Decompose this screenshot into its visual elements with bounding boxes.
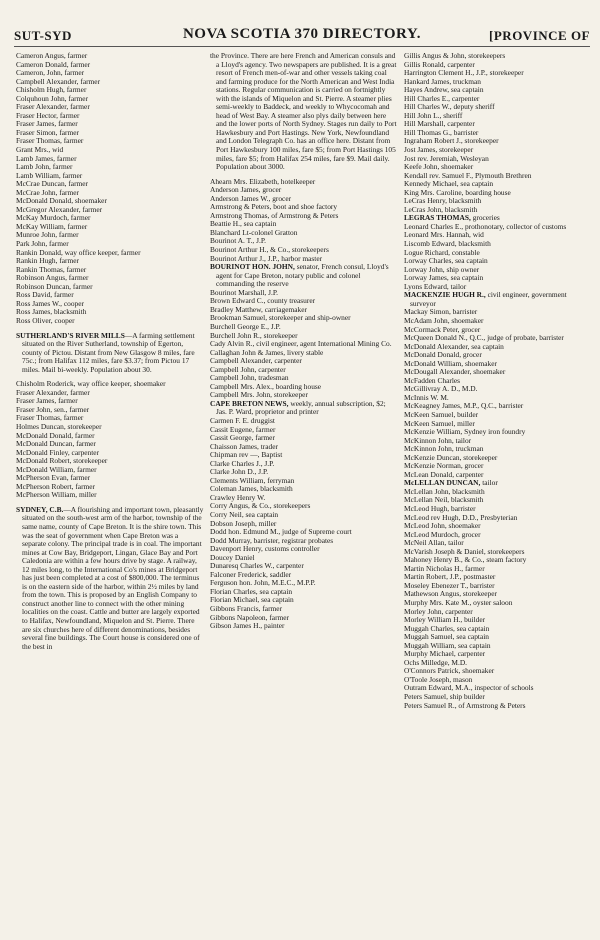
column-2 <box>210 52 398 631</box>
directory-entry: Peters Samuel, ship builder <box>404 693 485 702</box>
directory-entry: O'Connors Patrick, shoemaker <box>404 667 495 676</box>
directory-entry: the Province. There are here French and American consuls and a Lloyd's agency. Two newspapers are published. It is a great resort of French men-of-war and other vessels taking coal and farming produce for the North American and West India stations. Regular communication is carried on fortnightly with the islands of Miquelon and St. Pierre. A steamer plies semi-weekly to Baddeck, and weekly to Whycocomah and head of West Bay. A steamer also plys daily between here and the lower ports of North Sydney. Stages run daily to Port Hawkesbury and Port Hastings. New York, Newfoundland and London Telegraph Co. has an office here. Distant from Port Hawkesbury 100 miles, fare $5; from Port Hastings 105 miles, fare $5; from Halifax 254 miles, fare $9. Mail daily. Population about 3000. <box>210 52 397 172</box>
directory-entry: Dobson Joseph, miller <box>210 519 277 528</box>
directory-entry: Davenport Henry, customs controller <box>210 545 320 554</box>
directory-entry: Lorway James, sea captain <box>404 274 484 283</box>
directory-entry: Muggah William, sea captain <box>404 641 491 650</box>
directory-entry: Burchell George E., J.P. <box>210 322 281 331</box>
directory-entry: Brookman Samuel, storekeeper and ship-owner <box>210 314 351 323</box>
directory-entry: Robinson Duncan, farmer <box>16 282 93 291</box>
directory-entry: McPherson William, miller <box>16 491 97 500</box>
directory-entry: Gibbons Napoleon, farmer <box>210 613 290 622</box>
directory-entry: Callaghan John & James, livery stable <box>210 348 324 357</box>
directory-entry: Mackay Simon, barrister <box>404 308 478 317</box>
directory-entry: Campbell John, carpenter <box>210 365 286 374</box>
directory-entry: King Mrs. Caroline, boarding house <box>404 188 511 197</box>
directory-entry: McDonald Donald, grocer <box>404 351 482 360</box>
directory-entry: McKay Murdoch, farmer <box>16 214 91 223</box>
directory-entry: McAdam John, shoemaker <box>404 316 484 325</box>
directory-entry: Armstrong & Peters, boot and shoe factory <box>210 203 338 212</box>
entry-heading: SUTHERLAND'S RIVER MILLS <box>16 331 125 340</box>
directory-entry: SUTHERLAND'S RIVER MILLS—A farming settlement situated on the River Sutherland, township of Egerton, county of Pictou. Distant from New Glasgow 8 miles, fare 75c.; from Halifax 112 miles, fare $3.37; from Pictou 17 miles. Mail bi-weekly. Population about 30. <box>16 331 195 374</box>
directory-entry: LeCras John, blacksmith <box>404 205 478 214</box>
directory-entry: O'Toole Joseph, mason <box>404 675 473 684</box>
entry-heading: MACKENZIE HUGH R., <box>404 291 486 300</box>
directory-entry: Hill Marshall, carpenter <box>404 120 475 129</box>
directory-entry: McFadden Charles <box>404 376 461 385</box>
directory-entry: Campbell Alexander, farmer <box>16 77 101 86</box>
directory-entry: McDonald Robert, storekeeper <box>16 457 108 466</box>
header-province: [PROVINCE OF <box>489 28 590 43</box>
directory-entry: Cameron, John, farmer <box>16 69 85 78</box>
directory-entry: Fraser Simon, farmer <box>16 128 80 137</box>
directory-entry: Moseley Ebenezer T., barrister <box>404 581 495 590</box>
directory-entry: Fraser Alexander, farmer <box>16 103 90 112</box>
directory-entry: Anderson James, grocer <box>210 186 282 195</box>
directory-entry: Ross David, farmer <box>16 291 74 300</box>
entry-heading: McLELLAN DUNCAN, <box>404 479 481 488</box>
directory-entry: Leonard Mrs. Hannah, wid <box>404 231 484 240</box>
directory-entry: Gibbons Francis, farmer <box>210 605 283 613</box>
directory-entry: McPherson Evan, farmer <box>16 474 91 483</box>
directory-entry: Murphy Michael, carpenter <box>404 650 486 659</box>
directory-entry: Hill John L., sheriff <box>404 111 463 120</box>
directory-entry: Jost James, storekeeper <box>404 146 474 155</box>
directory-entry: McLeod John, shoemaker <box>404 522 481 531</box>
directory-entry: Coleman James, blacksmith <box>210 485 293 494</box>
directory-entry: Ferguson hon. John, M.E.C., M.P.P. <box>210 579 316 588</box>
directory-entry: Rankin Thomas, farmer <box>16 265 87 274</box>
directory-entry: Cassit Eugene, farmer <box>210 425 276 434</box>
directory-entry: McDonald William, farmer <box>16 465 97 474</box>
directory-entry: Outram Edward, M.A., inspector of schools <box>404 684 534 693</box>
directory-entry: Bourinot Arthur H., & Co., storekeepers <box>210 246 329 255</box>
directory-entry: Hill Thomas G., barrister <box>404 128 479 137</box>
directory-entry: Colquhoun John, farmer <box>16 94 89 103</box>
directory-entry: Cameron Donald, farmer <box>16 60 91 69</box>
directory-entry: Bourinot Arthur J., J.P., harbor master <box>210 254 323 263</box>
directory-entry: Jost rev. Jeremiah, Wesleyan <box>404 154 489 163</box>
directory-entry: Robinson Angus, farmer <box>16 274 89 283</box>
directory-entry: Fraser Thomas, farmer <box>16 414 84 423</box>
directory-entry: McInnis W. M. <box>404 393 449 402</box>
directory-entry: Grant Mrs., wid <box>16 146 64 155</box>
entry-heading: SYDNEY, C.B. <box>16 505 64 514</box>
entry-heading: BOURINOT HON. JOHN, <box>210 263 295 272</box>
directory-entry: Keefe John, shoemaker <box>404 163 474 172</box>
directory-entry: McNeil Allan, tailor <box>404 539 464 548</box>
directory-entry: Rankin Hugh, farmer <box>16 257 80 266</box>
directory-entry: McPherson Robert, farmer <box>16 482 96 491</box>
directory-entry: Mathewson Angus, storekeeper <box>404 590 497 599</box>
directory-entry: McGregor Alexander, farmer <box>16 205 103 214</box>
directory-entry: Lamb John, farmer <box>16 163 73 172</box>
directory-entry: Hayes Andrew, sea captain <box>404 86 484 95</box>
directory-entry: Gillis Angus & John, storekeepers <box>404 52 506 60</box>
directory-entry: Morley William H., builder <box>404 616 486 625</box>
directory-entry: McKenzie Duncan, storekeeper <box>404 453 498 462</box>
directory-entry: McDonald Finley, carpenter <box>16 448 100 457</box>
directory-entry: Ross James W., cooper <box>16 299 84 308</box>
directory-entry: Carmen F. E. druggist <box>210 416 275 425</box>
directory-entry: Muggah Samuel, sea captain <box>404 633 489 642</box>
directory-entry: Lorway John, ship owner <box>404 265 480 274</box>
directory-entry: McKinnon John, tailor <box>404 436 472 445</box>
directory-entry: Gillis Ronald, carpenter <box>404 60 475 69</box>
directory-entry: McLellan John, blacksmith <box>404 487 485 496</box>
directory-entry: Fraser Hector, farmer <box>16 111 80 120</box>
directory-entry: McLeod rev Hugh, D.D., Presbyterian <box>404 513 518 522</box>
directory-entry: Doucey Daniel <box>210 553 255 562</box>
directory-entry: Chaisson James, trader <box>210 442 278 451</box>
directory-entry: Dunaresq Charles W., carpenter <box>210 562 304 571</box>
directory-entry: LeCras Henry, blacksmith <box>404 197 482 206</box>
directory-entry: Hankard James, truckman <box>404 77 481 86</box>
directory-entry: Fraser Thomas, farmer <box>16 137 84 146</box>
directory-entry: McLELLAN DUNCAN, tailor <box>404 479 498 488</box>
directory-entry: Corry Angus, & Co., storekeepers <box>210 502 311 511</box>
directory-entry: Lamb James, farmer <box>16 154 77 163</box>
directory-entry: McDonald Alexander, sea captain <box>404 342 504 351</box>
directory-entry: Fraser James, farmer <box>16 397 78 406</box>
directory-entry: Brown Edward C., county treasurer <box>210 297 316 306</box>
directory-entry: McDougall Alexander, shoemaker <box>404 368 506 377</box>
directory-entry: Kennedy Michael, sea captain <box>404 180 494 189</box>
directory-entry: BOURINOT HON. JOHN, senator, French consul, Lloyd's agent for Cape Breton, notary public and colonel commanding the reserve <box>210 263 389 289</box>
directory-entry: Florian Charles, sea captain <box>210 587 293 596</box>
header-title: NOVA SCOTIA 370 DIRECTORY. <box>182 26 422 42</box>
directory-entry: Fraser James, farmer <box>16 120 78 129</box>
directory-entry: McDonald William, shoemaker <box>404 359 497 368</box>
directory-entry: Dodd hon. Edmund M., judge of Supreme court <box>210 528 352 537</box>
page-header <box>14 24 590 47</box>
directory-entry: MACKENZIE HUGH R., civil engineer, government surveyor <box>404 291 567 308</box>
directory-entry: McKay William, farmer <box>16 222 88 231</box>
directory-entry: Liscomb Edward, blacksmith <box>404 240 491 249</box>
directory-entry: McDonald Donald, shoemaker <box>16 197 107 206</box>
directory-entry: Munroe John, farmer <box>16 231 79 240</box>
directory-entry: LEGRAS THOMAS, groceries <box>404 214 500 223</box>
directory-entry: McLean Donald, carpenter <box>404 470 484 479</box>
directory-entry: Campbell Mrs. John, storekeeper <box>210 391 308 400</box>
directory-entry: Chisholm Roderick, way office keeper, shoemaker <box>16 380 166 389</box>
directory-entry: McKeagney James, M.P., Q.C., barrister <box>404 402 524 411</box>
header-range: SUT-SYD <box>14 28 72 43</box>
directory-entry: Cady Alvin R., civil engineer, agent International Mining Co. <box>210 340 392 349</box>
directory-entry: Chisholm Hugh, farmer <box>16 86 87 95</box>
directory-entry: Park John, farmer <box>16 240 69 249</box>
directory-entry: McCormack Peter, grocer <box>404 325 481 334</box>
directory-entry: Lyons Edward, tailor <box>404 282 467 291</box>
directory-entry: Leonard Charles E., prothonotary, collector of customs <box>404 222 567 231</box>
directory-entry: McGillivray A. D., M.D. <box>404 385 478 394</box>
directory-entry: McCrae Duncan, farmer <box>16 180 89 189</box>
directory-entry: Ahearn Mrs. Elizabeth, hotelkeeper <box>210 177 316 186</box>
entry-heading: CAPE BRETON NEWS, <box>210 399 289 408</box>
directory-entry: Hill Charles E., carpenter <box>404 94 480 103</box>
column-1 <box>16 52 204 651</box>
directory-entry: Burchell John R., storekeeper <box>210 331 298 340</box>
directory-entry: McLeod Hugh, barrister <box>404 504 476 513</box>
directory-entry: Chipman rev —, Baptist <box>210 451 283 460</box>
directory-entry: Peters Samuel R., of Armstrong & Peters <box>404 701 526 710</box>
directory-entry: Ross Oliver, cooper <box>16 316 75 325</box>
directory-entry: Fraser Alexander, farmer <box>16 388 90 397</box>
directory-entry: McKeen Samuel, miller <box>404 419 475 428</box>
directory-entry: Bradley Matthew, carriagemaker <box>210 305 307 314</box>
directory-entry: Corry Neil, sea captain <box>210 510 279 519</box>
directory-entry: Bourinot Marshall, J.P. <box>210 288 278 297</box>
directory-entry: McLeod Murdoch, grocer <box>404 530 481 539</box>
directory-entry: McKenzie William, Sydney iron foundry <box>404 428 526 437</box>
directory-entry: Cameron Angus, farmer <box>16 52 88 60</box>
directory-entry: Murphy Mrs. Kate M., oyster saloon <box>404 599 513 607</box>
directory-entry: Dodd Murray, barrister, registrar probates <box>210 536 334 545</box>
directory-entry: Logue Richard, constable <box>404 248 480 257</box>
directory-entry: Kendall rev. Samuel F., Plymouth Brethren <box>404 171 532 180</box>
directory-entry: McKinnon John, truckman <box>404 445 484 454</box>
directory-entry: McQueen Donald N., Q.C., judge of probate, barrister <box>404 334 564 343</box>
directory-entry: Martin Nicholas H., farmer <box>404 564 485 573</box>
entry-heading: LEGRAS THOMAS, <box>404 214 471 223</box>
directory-entry: Muggah Charles, sea captain <box>404 624 490 633</box>
directory-entry: McCrae John, farmer <box>16 188 80 197</box>
directory-entry: Holmes Duncan, storekeeper <box>16 422 102 431</box>
directory-entry: Blanchard Lt-colonel Gratton <box>210 228 298 237</box>
directory-entry: Ross James, blacksmith <box>16 308 87 317</box>
directory-entry: Fraser John, sen., farmer <box>16 405 90 414</box>
directory-entry: Harrington Clement H., J.P., storekeeper <box>404 69 524 78</box>
directory-entry: Clarke John D., J.P. <box>210 468 269 477</box>
directory-entry: Crawley Henry W. <box>210 493 266 502</box>
directory-entry: Ochs Milledge, M.D. <box>404 658 468 667</box>
directory-entry: Martin Robert, J.P., postmaster <box>404 573 496 582</box>
directory-entry: Gibson James H., painter <box>210 622 285 631</box>
directory-entry: McKenzie Norman, grocer <box>404 462 484 471</box>
directory-entry: Cassit George, farmer <box>210 434 275 443</box>
directory-entry: Campbell Alexander, carpenter <box>210 357 302 366</box>
directory-entry: SYDNEY, C.B.—A flourishing and important town, pleasantly situated on the south-west arm of the harbor, township of the same name, county of Cape Breton. It is the shire town. This was the seat of government when Cape Breton was a separate colony. The principal trade is in coal. The important mines at Cow Bay, Bridgeport, Lingan, Glace Bay and Port Caledonia are within a few hours drive by stage. A railway, 12 miles long, to the International Co's mines at Bridgeport has just been completed at a cost of $800,000. The terminus is on the eastern side of the harbor, within 2½ miles by land from the town. This is proposed by an English Company to construct another line to connect with the other mining localities on the coast. Cattle and butter are largely exported to Halifax, Newfoundland, Miquelon and St. Pierre. There are six churches here of different denominations, besides several fine buildings. The Court house is considered one of the best in <box>16 505 204 651</box>
column-3 <box>404 52 592 710</box>
directory-entry: Ingraham Robert J., storekeeper <box>404 137 499 146</box>
directory-entry: Clements William, ferryman <box>210 476 295 485</box>
directory-entry: Falconer Frederick, saddler <box>210 570 292 579</box>
directory-entry: Campbell John, tradesman <box>210 374 289 383</box>
directory-entry: Mahoney Henry B., & Co., steam factory <box>404 556 527 565</box>
directory-entry: McLellan Neil, blacksmith <box>404 496 484 505</box>
directory-entry: Lorway Charles, sea captain <box>404 257 488 266</box>
directory-entry: Armstrong Thomas, of Armstrong & Peters <box>210 211 339 220</box>
directory-entry: Hill Charles W., deputy sheriff <box>404 103 495 112</box>
directory-entry: McVarish Joseph & Daniel, storekeepers <box>404 547 525 556</box>
directory-entry: Lamb William, farmer <box>16 171 83 180</box>
directory-entry: McDonald Donald, farmer <box>16 431 95 440</box>
directory-entry: Anderson James W., grocer <box>210 194 292 203</box>
directory-entry: McKeen Samuel, builder <box>404 410 479 419</box>
directory-entry: Morley John, carpenter <box>404 607 473 616</box>
directory-entry: McDonald Duncan, farmer <box>16 440 96 449</box>
directory-entry: Bourinot A. T., J.P. <box>210 237 266 246</box>
directory-entry: Clarke Charles J., J.P. <box>210 459 275 468</box>
directory-entry: CAPE BRETON NEWS, weekly, annual subscription, $2; Jas. P. Ward, proprietor and printer <box>210 399 386 417</box>
directory-entry: Florian Michael, sea captain <box>210 596 294 605</box>
directory-entry: Rankin Donald, way office keeper, farmer <box>16 248 141 257</box>
directory-entry: Beattie H., sea captain <box>210 220 277 229</box>
directory-entry: Campbell Mrs. Alex., boarding house <box>210 382 322 391</box>
